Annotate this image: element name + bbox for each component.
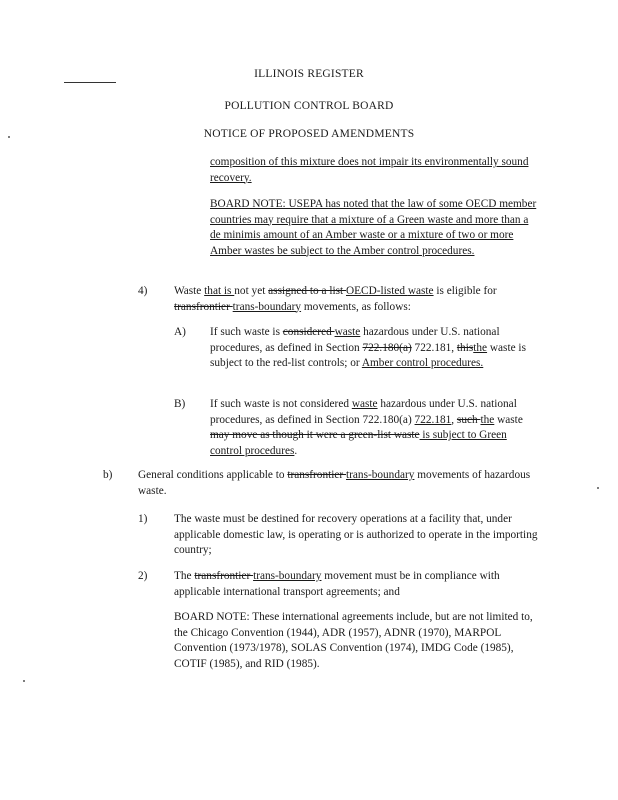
item-b-paragraph	[138, 468, 538, 499]
item-b2-deleted: transfrontier	[194, 570, 254, 582]
item-b2-text: movement must be in compliance with applicable international transport agreements; and	[174, 570, 500, 598]
item-b2-label: 2)	[138, 570, 148, 582]
continued-text: composition of this mixture does not impair its environmentally sound recovery.	[210, 156, 529, 184]
item-4a-inserted: waste	[334, 326, 361, 338]
item-4b-label: B)	[174, 398, 186, 410]
item-b1-paragraph: The waste must be destined for recovery operations at a facility that, under applicable domestic law, is operating or is authorized to operate in the importing country;	[174, 513, 538, 556]
item-4b-text: waste	[494, 413, 523, 426]
item-4-deleted: transfrontier	[174, 300, 233, 313]
notice-title: NOTICE OF PROPOSED AMENDMENTS	[203, 128, 415, 140]
item-4b-inserted: 722.181	[414, 413, 452, 426]
item-b-text: movements of hazardous waste.	[138, 469, 531, 497]
item-4b-inserted: is subject to Green control procedures	[210, 429, 507, 457]
item-4b-text: If such waste is not considered	[210, 398, 352, 410]
item-4b-text: ,	[451, 413, 457, 426]
item-4-text: Waste	[174, 285, 205, 297]
scan-speck	[23, 680, 25, 682]
item-4-paragraph	[174, 284, 538, 315]
item-4a-text: If such waste is	[210, 326, 283, 338]
item-4a-inserted: the	[473, 341, 488, 354]
item-4-deleted: assigned to a list	[268, 285, 346, 297]
item-4b-text: hazardous under U.S. national procedures, as defined in Section 722.180(a)	[210, 398, 517, 426]
board-note-2: BOARD NOTE: These international agreements include, but are not limited to, the Chicago Convention (1944), ADR (1957), ADNR (1970), MARPOL Convention (1973/1978), SOLAS Convention (1974), IMDG Code (1985), COTIF (1985), and RID (1985).	[174, 611, 533, 670]
board-note-1-text: BOARD NOTE: USEPA has noted that the law of some OECD member countries may require that a mixture of a Green waste and more than a de minimis amount of an Amber waste or a mixture of two or more Amber wastes be subject to the Amber control procedures.	[210, 198, 537, 257]
item-4b-deleted: such	[456, 413, 481, 426]
item-b2-text: The	[174, 570, 195, 582]
item-4a-deleted: this	[456, 341, 474, 354]
item-4a-text: waste is subject to the red-list controls; or	[210, 341, 526, 369]
item-4b-inserted: the	[480, 413, 495, 426]
item-b-label: b)	[103, 469, 113, 481]
item-4-inserted: waste	[407, 285, 434, 297]
scan-speck	[597, 487, 599, 489]
item-b-inserted: trans-boundary	[346, 469, 415, 481]
item-4-inserted: OECD-listed	[346, 285, 408, 297]
item-b-text: General conditions applicable to	[138, 469, 288, 481]
board-title: POLLUTION CONTROL BOARD	[224, 100, 394, 112]
item-4a-paragraph	[210, 325, 538, 372]
item-4-text: is eligible for	[433, 285, 497, 297]
item-4b-paragraph	[210, 397, 538, 459]
item-4b-inserted: waste	[351, 398, 378, 410]
board-note-1	[210, 197, 538, 259]
item-4a-inserted: Amber control procedures.	[361, 357, 484, 369]
continued-paragraph	[210, 155, 535, 186]
item-4a-deleted: 722.180(a)	[362, 341, 412, 354]
item-4a-deleted: considered	[282, 326, 335, 338]
item-b1-label: 1)	[138, 513, 148, 525]
item-b2-paragraph	[174, 569, 538, 600]
item-b2-inserted: trans-boundary	[253, 570, 322, 582]
item-4a-text: hazardous under U.S. national procedures, as defined in Section	[210, 326, 500, 354]
item-4b-deleted: may move as though it were a green-list waste	[210, 429, 420, 441]
item-4a-label: A)	[174, 326, 186, 338]
item-4a-text: 722.181,	[411, 341, 457, 354]
item-4-inserted: trans-boundary	[232, 300, 302, 313]
item-4-text: not yet	[234, 285, 269, 297]
item-4-label: 4)	[138, 285, 148, 297]
item-4b-text: .	[294, 444, 298, 457]
scan-speck	[8, 136, 10, 138]
register-title: ILLINOIS REGISTER	[254, 68, 364, 80]
item-4-inserted: that is	[204, 285, 235, 297]
item-b-deleted: transfrontier	[287, 469, 346, 481]
header-rule	[64, 82, 116, 83]
item-4-text: movements, as follows:	[301, 300, 411, 313]
